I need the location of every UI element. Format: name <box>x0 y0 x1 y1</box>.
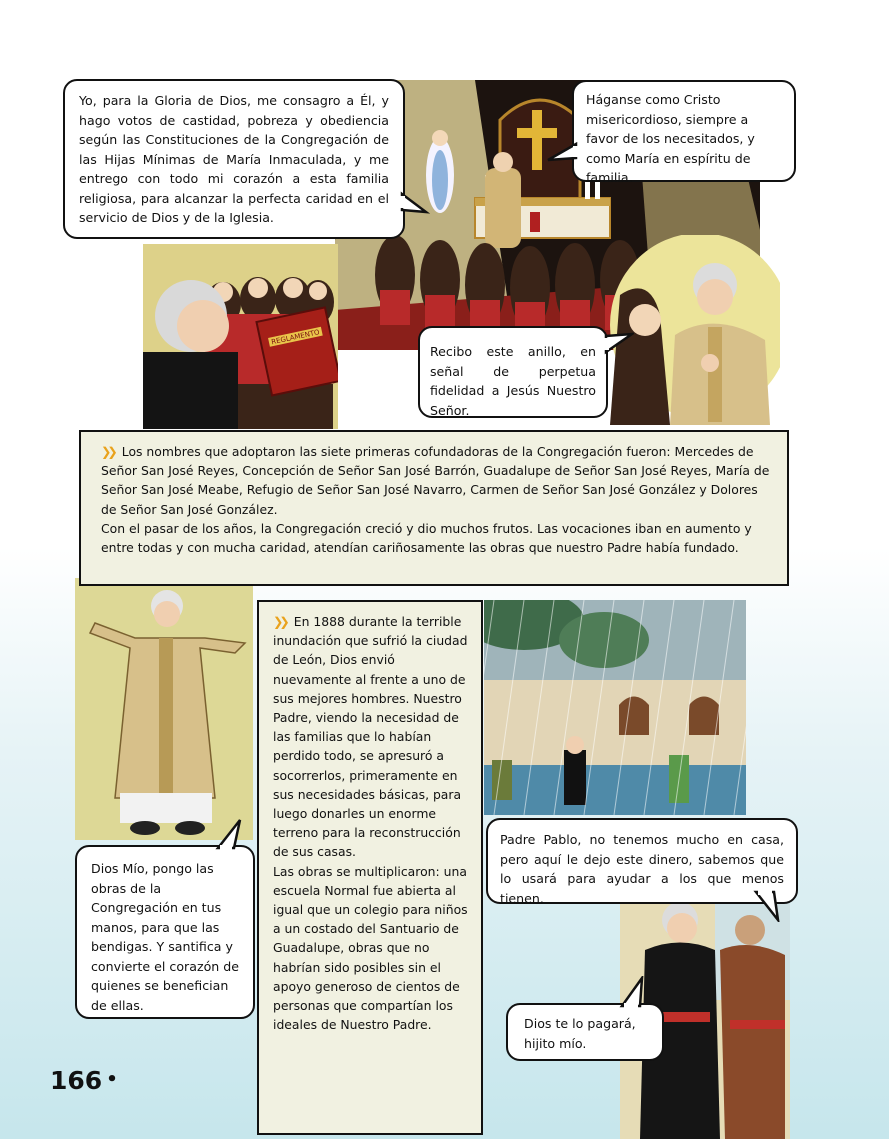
ring-bubble-tail <box>604 330 634 360</box>
book-label: REGLAMENTO <box>270 328 321 347</box>
page-number-value: 166 <box>50 1066 103 1095</box>
priest-blessing-panel <box>75 578 253 840</box>
donor-bubble-text: Padre Pablo, no tenemos mucho en casa, pero aquí le dejo este dinero, sabemos que lo usará para ayudar a los que menos tienen. <box>500 832 784 906</box>
priest-blessing-illustration <box>75 578 253 840</box>
narration-box-flood <box>257 600 483 1135</box>
thanks-bubble-text: Dios te lo pagará, hijito mío. <box>524 1016 636 1051</box>
vow-speech-bubble <box>63 79 405 239</box>
narration-box-cofounders <box>79 430 789 586</box>
priest-bubble-text: Háganse como Cristo misericordioso, siempre a favor de los necesitados, y como María en espíritu de familia. <box>586 92 755 185</box>
vow-text: Yo, para la Gloria de Dios, me consagro a Él, y hago votos de castidad, pobreza y obediencia según las Constituciones de la Congregación de las Hijas Mínimas de María Inmaculada, y me entrego con todo mi corazón a esta familia religiosa, para alcanzar la perfecta caridad en el servicio de Dios y de la Iglesia. <box>79 93 389 225</box>
donor-bubble-tail <box>752 890 784 922</box>
flood-text: En 1888 durante la terrible inundación que sufrió la ciudad de León, Dios envió nuevamente al frente a uno de sus mejores hombres. Nuestro Padre, viendo la necesidad de las familias que lo habían perdido todo, se apresuró a socorrerlos, primeramente en sus necesidades básicas, para luego donarles un enorme terreno para la reconstrucción de sus casas. <box>273 614 468 860</box>
thanks-speech-bubble <box>506 1003 664 1061</box>
chevron-right-icon: ❯❯ <box>273 614 286 629</box>
narration-paragraph: Las obras se multiplicaron: una escuela Normal fue abierta al igual que un colegio para niños a un costado del Santuario de Guadalupe, obras que no habrían sido posibles sin el apoyo generoso de cientos de personas que compartían los ideales de Nuestro Padre. <box>273 863 468 1033</box>
page-number-bullet: • <box>106 1069 118 1090</box>
flood-panel <box>484 600 746 815</box>
chevron-right-icon: ❯❯ <box>101 444 114 459</box>
narration-paragraph <box>101 442 773 519</box>
page-number <box>50 1066 118 1095</box>
vow-bubble-tail <box>400 190 430 220</box>
ring-speech-bubble <box>418 326 608 418</box>
prayer-bubble-text: Dios Mío, pongo las obras de la Congregación en tus manos, para que las bendigas. Y santifica y convierte el corazón de quienes se benefician de ellas. <box>91 861 239 1013</box>
flood-illustration <box>484 600 746 815</box>
priest-speech-bubble <box>572 80 796 185</box>
nuns-with-book-panel <box>143 244 338 429</box>
thanks-bubble-tail <box>618 976 648 1008</box>
narration-paragraph: Con el pasar de los años, la Congregación creció y dio muchos frutos. Las vocaciones iban en aumento y entre todas y con mucha caridad, atendían cariñosamente las obras que nuestro Padre había fundado. <box>101 520 752 556</box>
cofounders-text: Los nombres que adoptaron las siete primeras cofundadoras de la Congregación fueron: Mercedes de Señor San José Reyes, Concepción de Señor San José Barrón, Guadalupe de Señor San José Reyes, María de Señor San José Meabe, Refugio de Señor San José Navarro, Carmen de Señor San José González y Dolores de Señor San José González. <box>101 444 770 517</box>
priest-bubble-tail <box>546 140 578 166</box>
prayer-speech-bubble <box>75 845 255 1019</box>
ring-bubble-text: Recibo este anillo, en señal de perpetua fidelidad a Jesús Nuestro Señor. <box>430 344 596 418</box>
narration-paragraph <box>273 612 471 862</box>
nuns-illustration <box>143 244 338 429</box>
prayer-bubble-tail <box>214 818 246 850</box>
